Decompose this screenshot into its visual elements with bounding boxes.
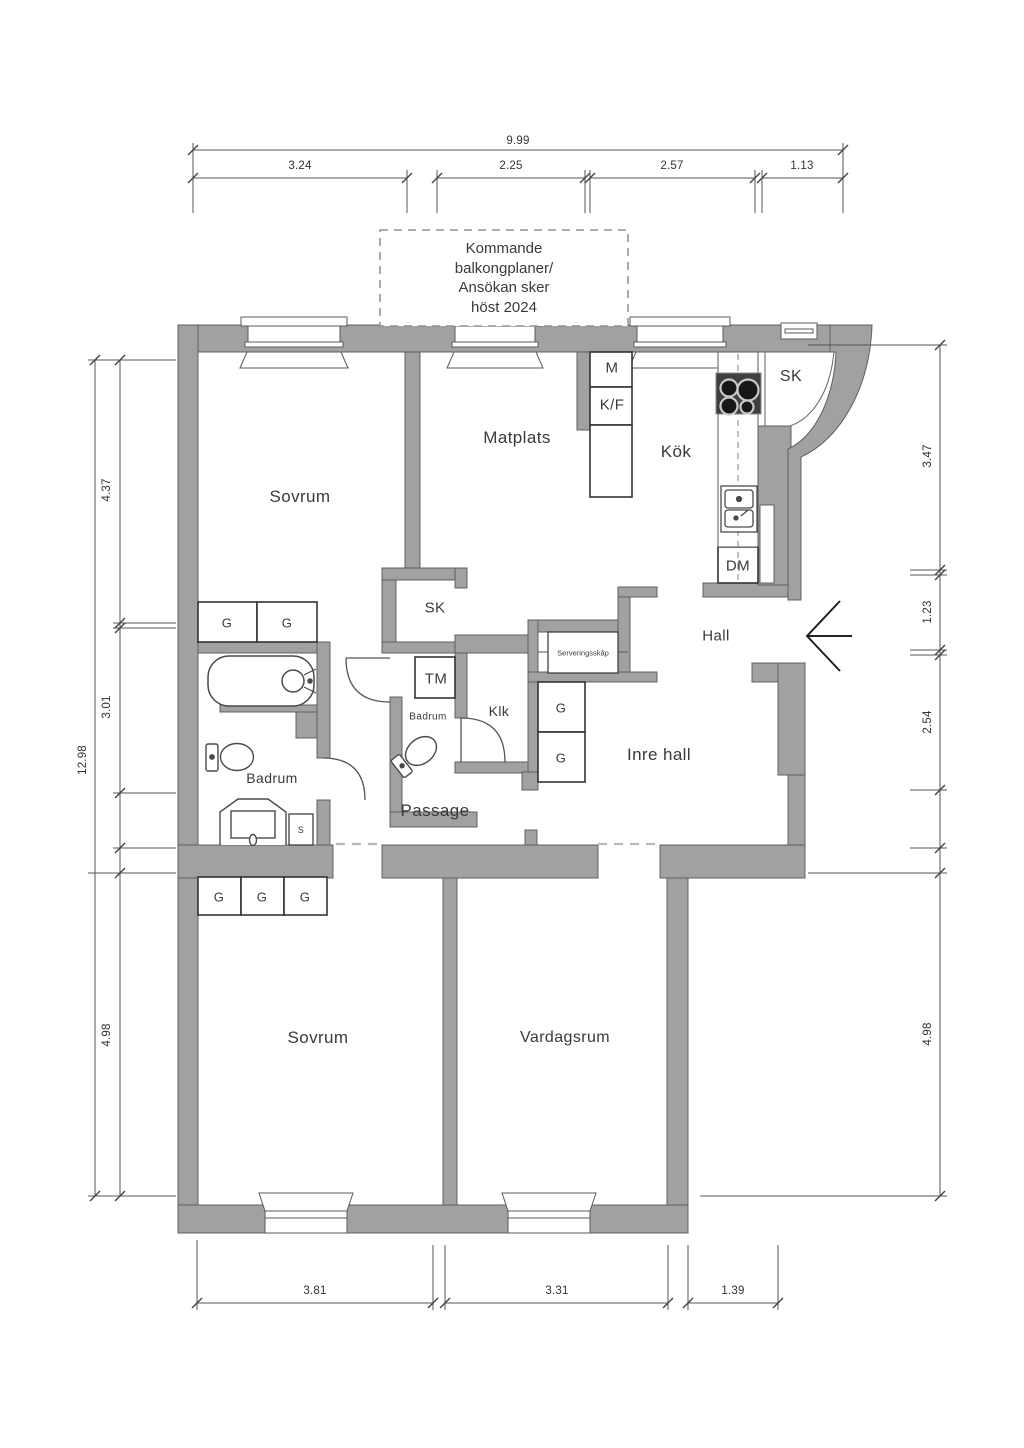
- dim-top-total: 9.99: [506, 135, 530, 147]
- fridge-freezer-label: K/F: [599, 396, 625, 414]
- kitchen-cabinet-box: [590, 425, 632, 497]
- dim-bottom-2: 3.31: [545, 1285, 569, 1297]
- dim-top-3: 2.57: [660, 160, 684, 172]
- small-bathroom-door-arc: [346, 658, 390, 702]
- room-label-inre-hall: Inre hall: [626, 745, 692, 764]
- serving-cabinet-label: Serveringsskåp: [557, 648, 609, 658]
- balcony-note: Kommande balkongplaner/ Ansökan sker höst 2024: [454, 240, 554, 316]
- counter-return: [760, 505, 774, 583]
- dim-right-1: 3.47: [922, 444, 934, 468]
- bathroom-door-arc: [323, 758, 365, 800]
- dim-top-1: 3.24: [288, 160, 312, 172]
- wardrobe-label: G: [281, 615, 293, 631]
- dishwasher-label: DM: [725, 557, 751, 575]
- door-swings: [323, 658, 505, 800]
- bathtub: [208, 656, 316, 706]
- kitchen-sink: [721, 486, 757, 532]
- room-label-matplats: Matplats: [483, 428, 551, 447]
- room-label-vardagsrum: Vardagsrum: [520, 1029, 610, 1046]
- pantry-label: SK: [779, 368, 803, 385]
- wardrobe-label: G: [221, 615, 233, 631]
- dim-left-2: 3.01: [101, 695, 113, 719]
- dim-top-4: 1.13: [790, 160, 814, 172]
- room-label-passage: Passage: [400, 801, 470, 820]
- entrance-arrow: [807, 601, 852, 671]
- m-label: M: [605, 359, 619, 377]
- s-label: S: [297, 825, 305, 835]
- wardrobe-label: G: [213, 889, 225, 905]
- room-label-badrum: Badrum: [246, 770, 298, 786]
- vanity: [220, 799, 286, 846]
- wardrobe-label: G: [299, 889, 311, 905]
- klk-door-arc: [461, 718, 505, 762]
- wardrobe-label: G: [256, 889, 268, 905]
- room-label-kok: Kök: [660, 442, 692, 461]
- stove: [716, 373, 761, 415]
- dim-bottom-3: 1.39: [721, 1285, 745, 1297]
- closet-label: SK: [424, 599, 446, 617]
- washing-machine-label: TM: [424, 670, 448, 688]
- dim-top-2: 2.25: [499, 160, 523, 172]
- room-label-sovrum-top: Sovrum: [269, 487, 331, 506]
- dim-left-total: 12.98: [77, 745, 89, 775]
- dim-left-1: 4.37: [101, 478, 113, 502]
- wardrobe-label: G: [555, 700, 567, 716]
- dim-right-2: 1.23: [922, 600, 934, 624]
- room-label-klk: Klk: [488, 703, 510, 719]
- toilet: [206, 744, 254, 772]
- dim-bottom-1: 3.81: [303, 1285, 327, 1297]
- dim-right-4: 4.98: [922, 1022, 934, 1046]
- dim-right-3: 2.54: [922, 710, 934, 734]
- room-label-badrum-small: Badrum: [409, 711, 447, 723]
- room-label-hall: Hall: [702, 627, 730, 645]
- dim-left-3: 4.98: [101, 1023, 113, 1047]
- room-label-sovrum-bottom: Sovrum: [287, 1028, 349, 1047]
- wardrobe-label: G: [555, 750, 567, 766]
